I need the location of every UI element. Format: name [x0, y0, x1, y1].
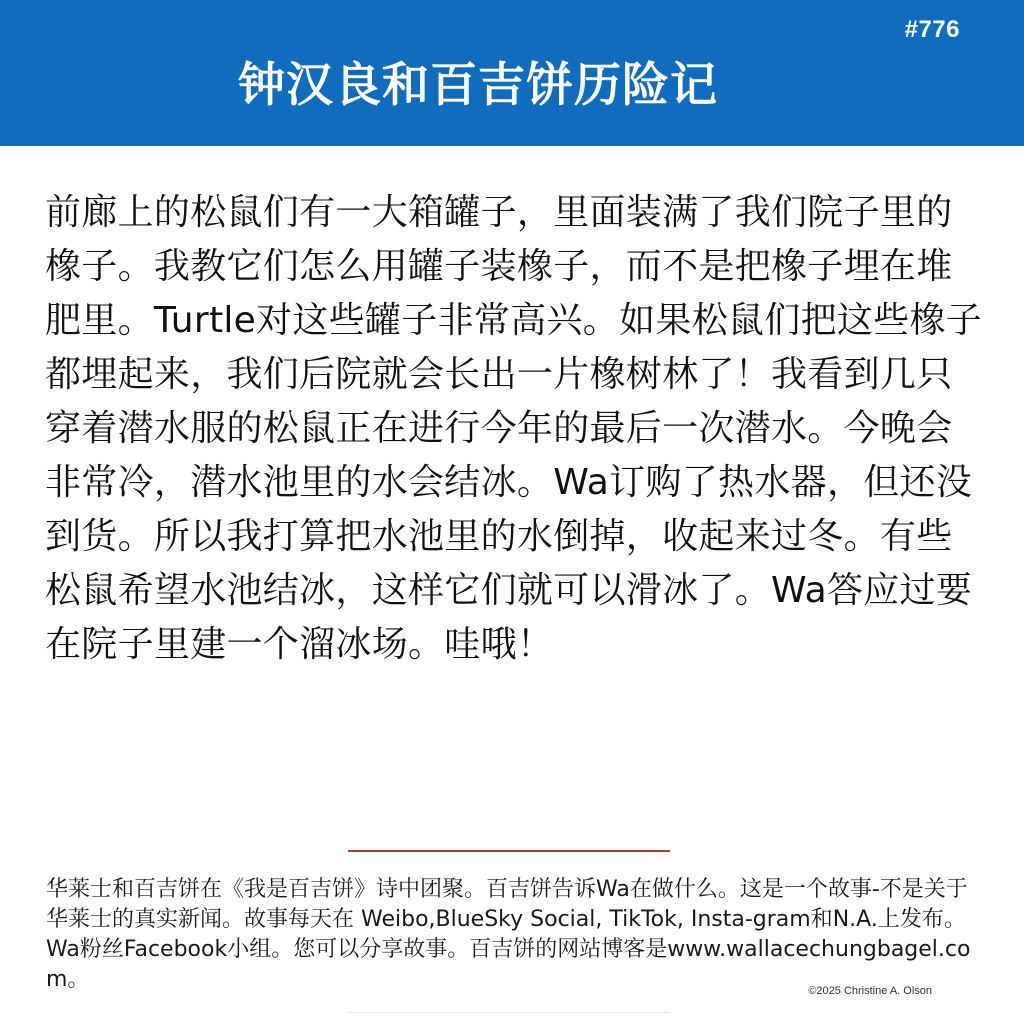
section-divider — [348, 850, 670, 852]
page-title: 钟汉良和百吉饼历险记 — [238, 58, 718, 113]
bottom-divider — [348, 1012, 670, 1013]
header-banner — [0, 0, 1024, 146]
copyright-notice: ©2025 Christine A. Olson — [808, 985, 932, 997]
footer-note: 华莱士和百吉饼在《我是百吉饼》诗中团聚。百吉饼告诉Wa在做什么。这是一个故事-不是关于华莱士的真实新闻。故事每天在 Weibo,BlueSky Social, TikTok, Insta-gram和N.A.上发布。Wa粉丝Facebook小组。您可以分享故事。百吉饼的网站博客是www.wallacechungbagel.com。 — [46, 877, 971, 992]
story-text: 前廊上的松鼠们有一大箱罐子，里面装满了我们院子里的橡子。我教它们怎么用罐子装橡子，而不是把橡子埋在堆肥里。Turtle对这些罐子非常高兴。如果松鼠们把这些橡子都埋起来，我们后院就会长出一片橡树林了！我看到几只穿着潜水服的松鼠正在进行今年的最后一次潜水。今晚会非常冷，潜水池里的水会结冰。Wa订购了热水器，但还没到货。所以我打算把水池里的水倒掉，收起来过冬。有些松鼠希望水池结冰，这样它们就可以滑冰了。Wa答应过要在院子里建一个溜冰场。哇哦！ — [45, 192, 983, 665]
issue-number: #776 — [904, 16, 960, 43]
